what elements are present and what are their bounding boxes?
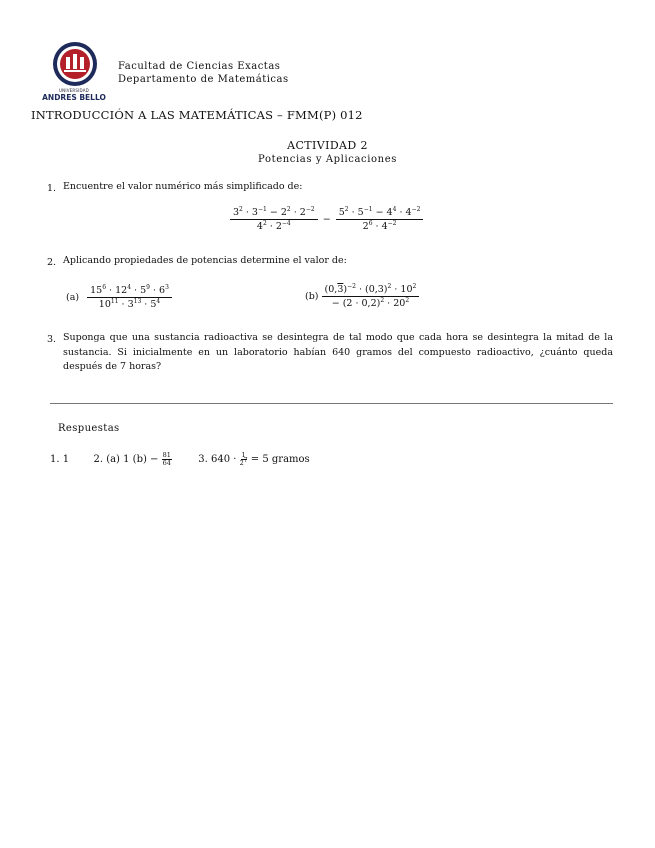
answers-title: Respuestas xyxy=(58,423,120,434)
question-3-number: 3. xyxy=(47,334,57,345)
course-title: INTRODUCCIÓN A LAS MATEMÁTICAS – FMM(P) 012 xyxy=(31,108,363,122)
question-1-number: 1. xyxy=(47,183,57,194)
question-1-expression: $\frac{3^2 \cdot 3^{-1} - 2^2 \cdot 2^{-2}}{4^2 \cdot 2^{-4}}$ − $\frac{5^2 \cdot 5^{-1} - 4^4 \cdot 4^{-2}}{2^6 \cdot 4^{-2}}$ xyxy=(230,206,423,233)
answer-2-prefix: 2. (a) 1 (b) − xyxy=(93,454,159,465)
faculty-block xyxy=(118,60,289,86)
activity-title: ACTIVIDAD 2 xyxy=(287,139,368,152)
question-2-text: Aplicando propiedades de potencias determine el valor de: xyxy=(63,255,347,266)
activity-subtitle: Potencias y Aplicaciones xyxy=(258,154,397,165)
answers-line xyxy=(50,452,310,467)
faculty-name: Facultad de Ciencias Exactas xyxy=(118,61,281,72)
question-1-text: Encuentre el valor numérico más simplificado de: xyxy=(63,181,303,192)
q2a-fraction: $\frac{15^6 \cdot 12^4 \cdot 5^9 \cdot 6^3}{10^{11} \cdot 3^{13} \cdot 5^4}$ xyxy=(87,284,172,311)
part-b-label: (b) xyxy=(305,291,319,302)
q2b-fraction: $\frac{(0,3)^{-2} \cdot (0,3)^2 \cdot 10^2}{- (2 \cdot 0,2)^2 \cdot 20^2}$ xyxy=(322,283,420,310)
answer-2-fraction: $\frac{81}{64}$ xyxy=(162,451,171,467)
answer-3-suffix: = 5 gramos xyxy=(250,454,310,465)
answer-3-prefix: 3. 640 · xyxy=(198,454,237,465)
university-name: ANDRES BELLO xyxy=(42,93,106,102)
question-3-text: Suponga que una sustancia radioactiva se desintegra de tal modo que cada hora se desintegra la mitad de la sustancia. Si inicialmente en un laboratorio habían 640 gramos del compuesto radioactivo, ¿cuánto queda después de 7 horas? xyxy=(63,332,613,372)
section-divider xyxy=(50,403,613,404)
q1-fraction-1: $\frac{3^2 \cdot 3^{-1} - 2^2 \cdot 2^{-2}}{4^2 \cdot 2^{-4}}$ xyxy=(230,206,318,233)
q1-fraction-2: $\frac{5^2 \cdot 5^{-1} - 4^4 \cdot 4^{-2}}{2^6 \cdot 4^{-2}}$ xyxy=(336,206,424,233)
part-a-label: (a) xyxy=(66,292,80,303)
university-motto: UNIVERSIDAD xyxy=(59,88,89,93)
answer-1: 1. 1 xyxy=(50,454,70,465)
department-name: Departamento de Matemáticas xyxy=(118,74,289,85)
question-2a xyxy=(66,284,172,311)
question-2b xyxy=(305,283,419,310)
answer-3-fraction: $\frac{1}{2^7}$ xyxy=(239,451,248,467)
question-2-number: 2. xyxy=(47,257,57,268)
